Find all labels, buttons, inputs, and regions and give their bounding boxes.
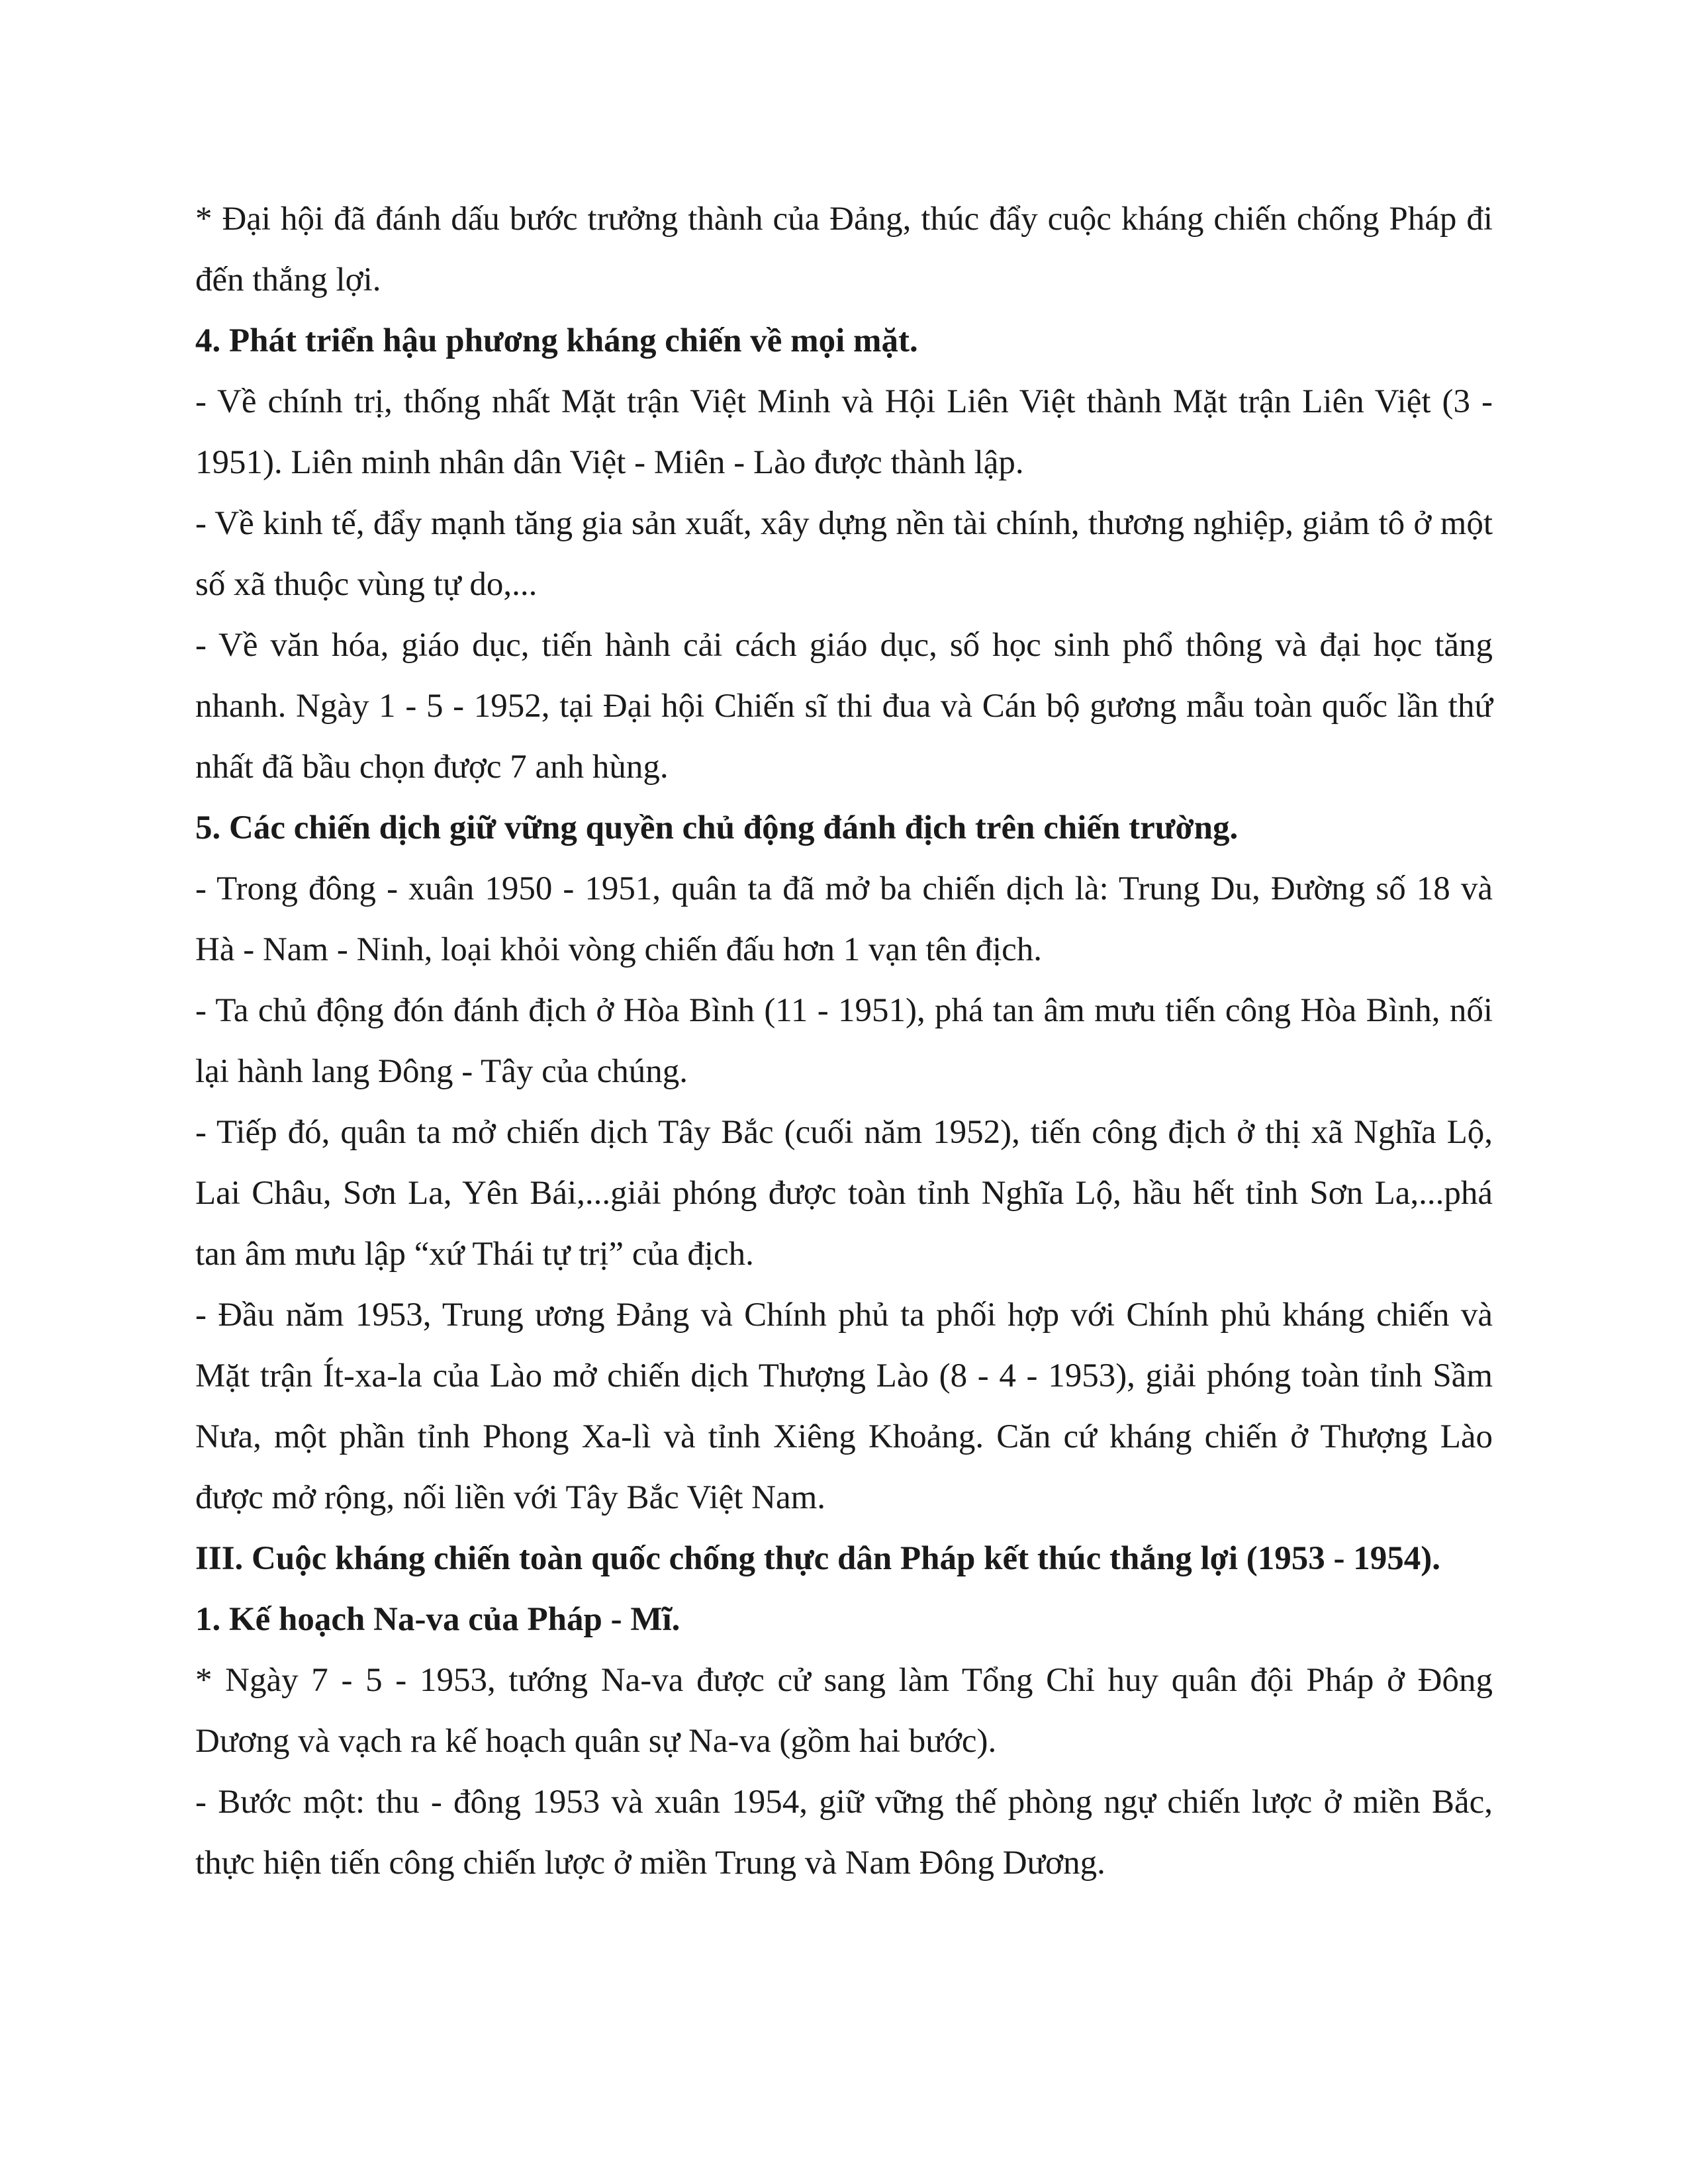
- paragraph-northwest-campaign: - Tiếp đó, quân ta mở chiến dịch Tây Bắc (cuối năm 1952), tiến công địch ở thị xã Nghĩa Lộ, Lai Châu, Sơn La, Yên Bái,...giải phóng được toàn tỉnh Nghĩa Lộ, hầu hết tỉnh Sơn La,...phá tan âm mưu lập “xứ Thái tự trị” của địch.: [195, 1114, 1493, 1273]
- paragraph-winter-spring-1950: - Trong đông - xuân 1950 - 1951, quân ta đã mở ba chiến dịch là: Trung Du, Đường số 18 và Hà - Nam - Ninh, loại khỏi vòng chiến đấu hơn 1 vạn tên địch.: [195, 870, 1493, 968]
- heading-campaigns: 5. Các chiến dịch giữ vững quyền chủ động đánh địch trên chiến trường.: [195, 809, 1239, 846]
- heading-rear-base-development: 4. Phát triển hậu phương kháng chiến về mọi mặt.: [195, 322, 918, 359]
- paragraph-step-one: - Bước một: thu - đông 1953 và xuân 1954, giữ vững thế phòng ngự chiến lược ở miền Bắc, thực hiện tiến công chiến lược ở miền Trung và Nam Đông Dương.: [195, 1784, 1493, 1882]
- heading-navarre-plan: 1. Kế hoạch Na-va của Pháp - Mĩ.: [195, 1601, 680, 1638]
- paragraph-hoa-binh: - Ta chủ động đón đánh địch ở Hòa Bình (11 - 1951), phá tan âm mưu tiến công Hòa Bình, nối lại hành lang Đông - Tây của chúng.: [195, 992, 1493, 1090]
- paragraph-congress-conclusion: * Đại hội đã đánh dấu bước trưởng thành của Đảng, thúc đẩy cuộc kháng chiến chống Pháp đi đến thắng lợi.: [195, 201, 1493, 298]
- paragraph-economy: - Về kinh tế, đẩy mạnh tăng gia sản xuất, xây dựng nền tài chính, thương nghiệp, giảm tô ở một số xã thuộc vùng tự do,...: [195, 505, 1493, 603]
- heading-section-iii: III. Cuộc kháng chiến toàn quốc chống thực dân Pháp kết thúc thắng lợi (1953 - 1954).: [195, 1540, 1440, 1577]
- paragraph-upper-laos-campaign: - Đầu năm 1953, Trung ương Đảng và Chính phủ ta phối hợp với Chính phủ kháng chiến và Mặt trận Ít-xa-la của Lào mở chiến dịch Thượng Lào (8 - 4 - 1953), giải phóng toàn tỉnh Sầm Nưa, một phần tỉnh Phong Xa-lì và tỉnh Xiêng Khoảng. Căn cứ kháng chiến ở Thượng Lào được mở rộng, nối liền với Tây Bắc Việt Nam.: [195, 1297, 1493, 1516]
- paragraph-politics: - Về chính trị, thống nhất Mặt trận Việt Minh và Hội Liên Việt thành Mặt trận Liên Việt (3 - 1951). Liên minh nhân dân Việt - Miên - Lào được thành lập.: [195, 383, 1493, 481]
- paragraph-culture-education: - Về văn hóa, giáo dục, tiến hành cải cách giáo dục, số học sinh phổ thông và đại học tăng nhanh. Ngày 1 - 5 - 1952, tại Đại hội Chiến sĩ thi đua và Cán bộ gương mẫu toàn quốc lần thứ nhất đã bầu chọn được 7 anh hùng.: [195, 627, 1493, 786]
- document-page: [195, 189, 1493, 1893]
- paragraph-navarre-appointment: * Ngày 7 - 5 - 1953, tướng Na-va được cử sang làm Tổng Chỉ huy quân đội Pháp ở Đông Dương và vạch ra kế hoạch quân sự Na-va (gồm hai bước).: [195, 1662, 1493, 1760]
